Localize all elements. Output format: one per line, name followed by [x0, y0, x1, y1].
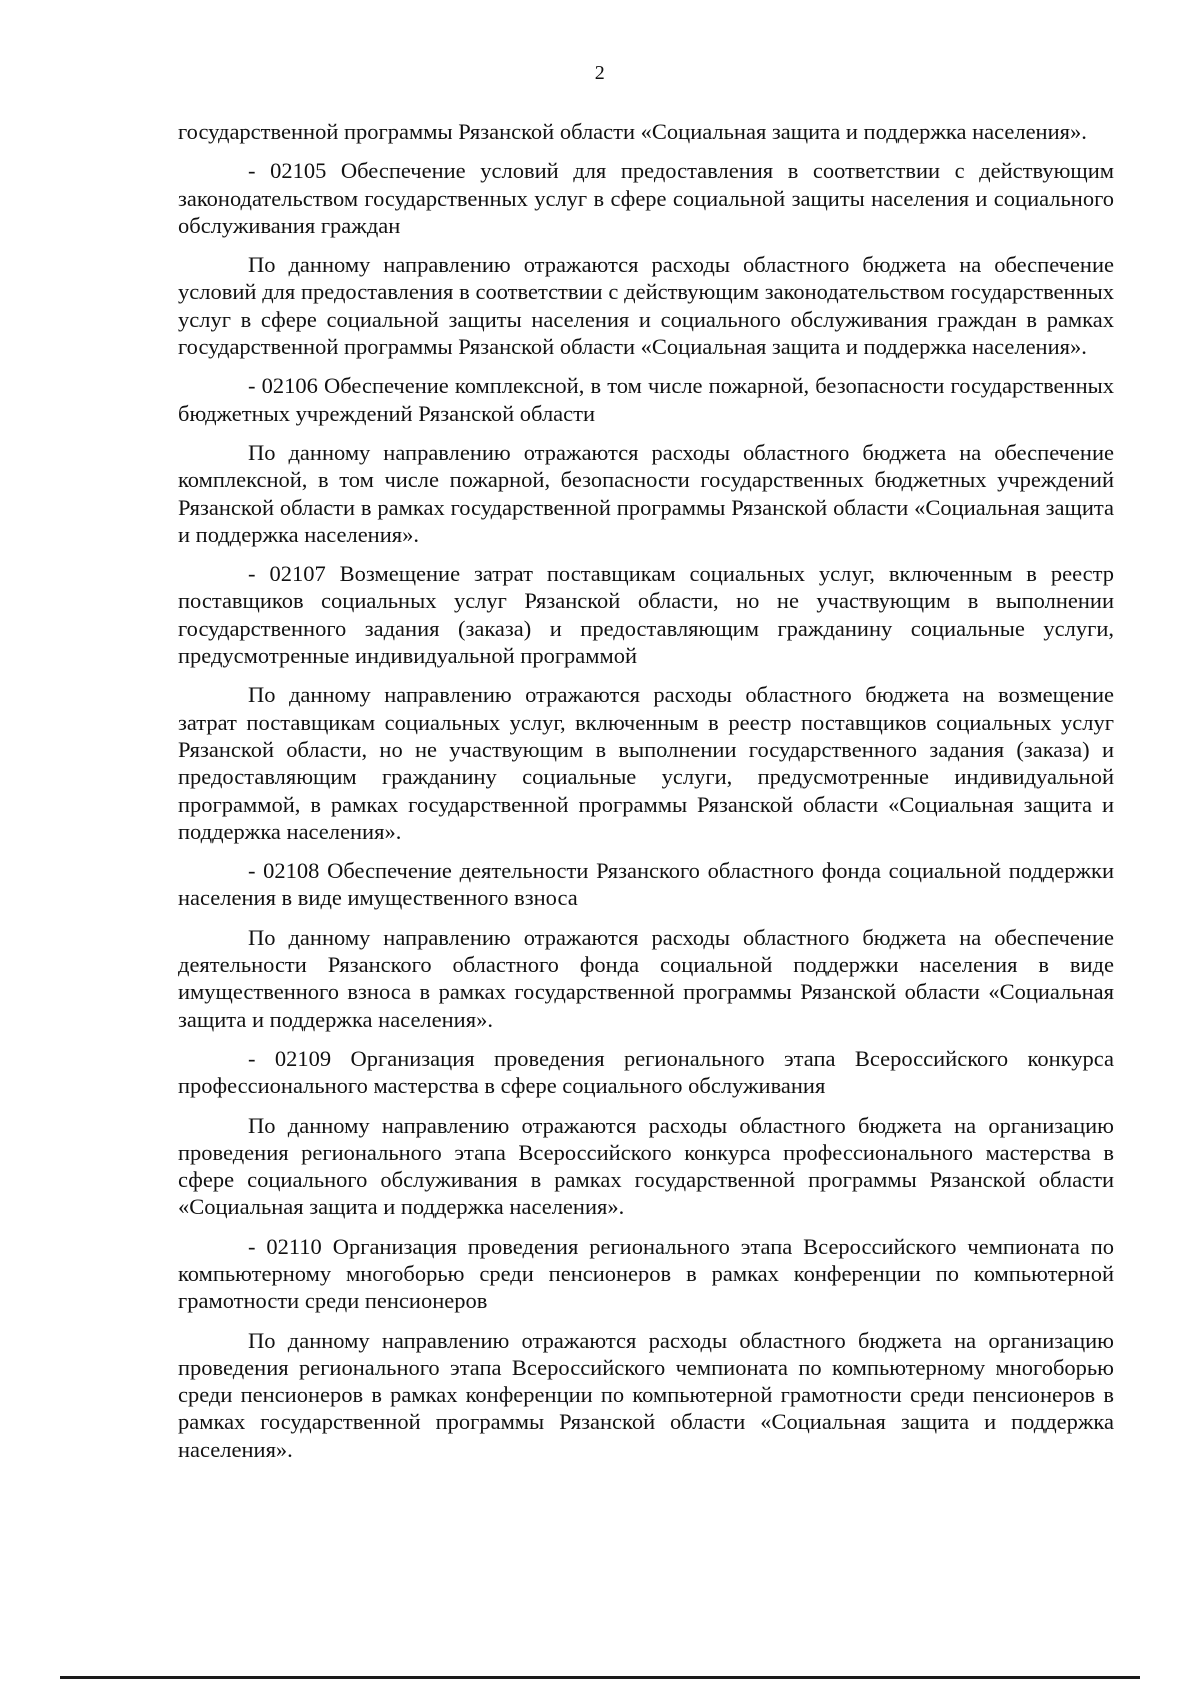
item-heading-02109: - 02109 Организация проведения регионального этапа Всероссийского конкурса профессионального мастерства в сфере социального обслуживания — [178, 1045, 1114, 1099]
item-heading-02105: - 02105 Обеспечение условий для предоставления в соответствии с действующим законодательством государственных услуг в сфере социальной защиты населения и социального обслуживания граждан — [178, 158, 1114, 238]
item-heading-02108: - 02108 Обеспечение деятельности Рязанского областного фонда социальной поддержки населения в виде имущественного взноса — [178, 858, 1114, 911]
item-heading-02107: - 02107 Возмещение затрат поставщикам социальных услуг, включенным в реестр поставщиков социальных услуг Рязанской области, но не участвующим в выполнении государственного задания (заказа) и предоставляющим гражданину социальные услуги, предусмотренные индивидуальной программой — [178, 561, 1114, 669]
item-description-02107: По данному направлению отражаются расходы областного бюджета на возмещение затрат поставщикам социальных услуг, включенным в реестр поставщиков социальных услуг Рязанской области, но не участвующим в выполнении государственного задания (заказа) и предоставляющим гражданину социальные услуги, предусмотренные индивидуальной программой, в рамках государственной программы Рязанской области «Социальная защита и поддержка населения». — [178, 682, 1114, 844]
item-description-02106: По данному направлению отражаются расходы областного бюджета на обеспечение комплексной, в том числе пожарной, безопасности государственных бюджетных учреждений Рязанской области в рамках государственной программы Рязанской области «Социальная защита и поддержка населения». — [178, 439, 1114, 547]
item-description-02109: По данному направлению отражаются расходы областного бюджета на организацию проведения регионального этапа Всероссийского конкурса профессионального мастерства в сфере социального обслуживания в рамках государственной программы Рязанской области «Социальная защита и поддержка населения». — [178, 1112, 1114, 1220]
item-description-02108: По данному направлению отражаются расходы областного бюджета на обеспечение деятельности Рязанского областного фонда социальной поддержки населения в виде имущественного взноса в рамках государственной программы Рязанской области «Социальная защита и поддержка населения». — [178, 924, 1114, 1032]
paragraph-continuation: государственной программы Рязанской области «Социальная защита и поддержка населения». — [178, 119, 1087, 144]
item-heading-02106: - 02106 Обеспечение комплексной, в том числе пожарной, безопасности государственных бюджетных учреждений Рязанской области — [178, 373, 1114, 426]
item-description-02110: По данному направлению отражаются расходы областного бюджета на организацию проведения регионального этапа Всероссийского чемпионата по компьютерному многоборью среди пенсионеров в рамках конференции по компьютерной грамотности среди пенсионеров в рамках государственной программы Рязанской области «Социальная защита и поддержка населения». — [178, 1327, 1114, 1462]
page-bottom-rule — [60, 1676, 1140, 1679]
item-description-02105: По данному направлению отражаются расходы областного бюджета на обеспечение условий для предоставления в соответствии с действующим законодательством государственных услуг в сфере социальной защиты населения и социального обслуживания граждан в рамках государственной программы Рязанской области «Социальная защита и поддержка населения». — [178, 252, 1114, 360]
page-number: 2 — [594, 62, 606, 84]
document-body — [178, 118, 1114, 1463]
item-heading-02110: - 02110 Организация проведения регионального этапа Всероссийского чемпионата по компьютерному многоборью среди пенсионеров в рамках конференции по компьютерной грамотности среди пенсионеров — [178, 1233, 1114, 1314]
